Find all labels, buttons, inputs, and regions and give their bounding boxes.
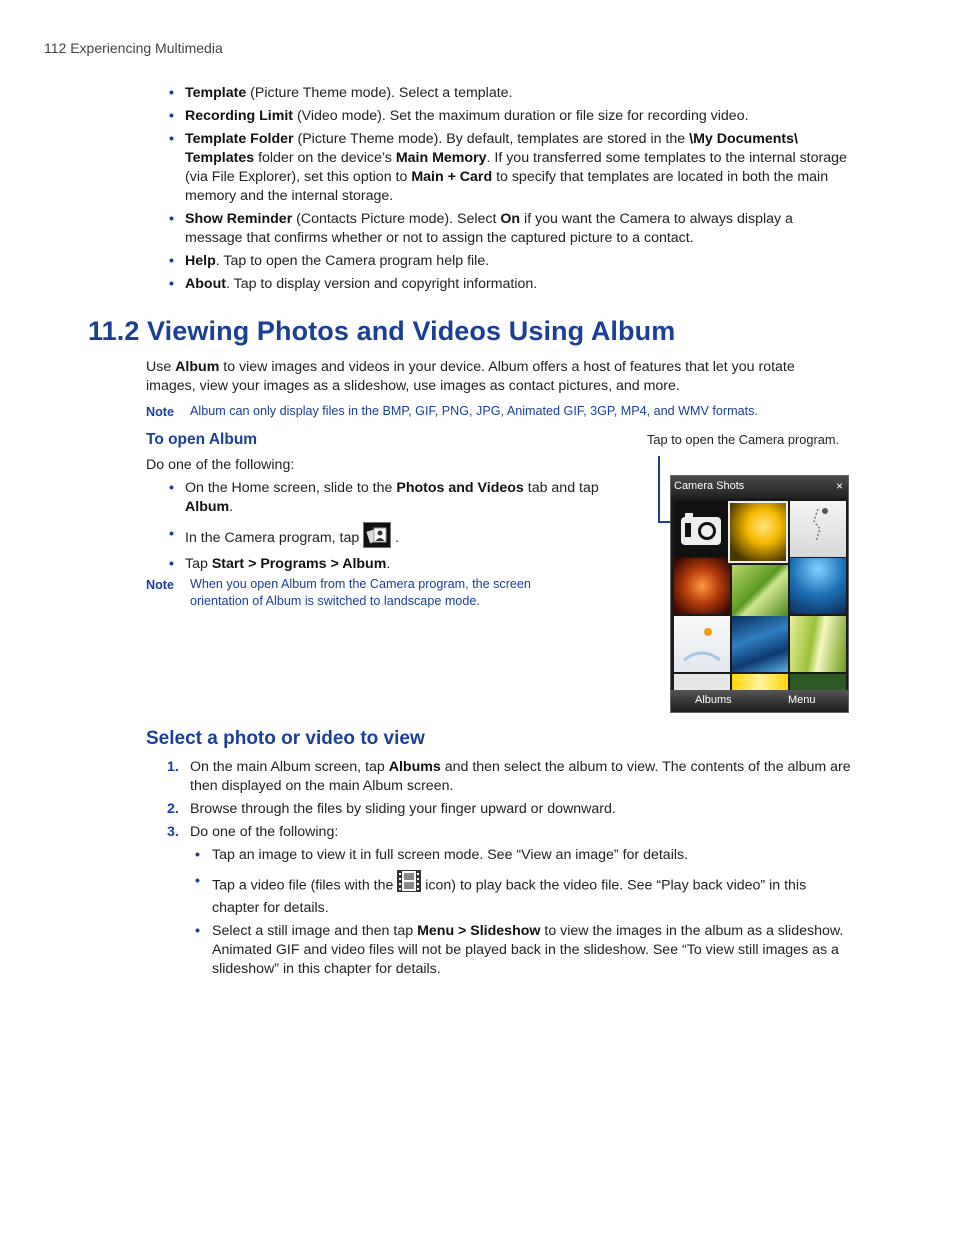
album-screenshot	[670, 475, 849, 713]
section-intro: Use Album to view images and videos in your device. Album offers a host of features that let you rotate images, view your images as a slideshow, use images as contact pictures, and more.	[146, 359, 795, 394]
album-icon	[363, 522, 391, 548]
photo-thumbnail[interactable]	[674, 616, 730, 672]
video-file-icon	[397, 870, 421, 898]
callout-line	[658, 456, 660, 523]
list-item: • Tap an image to view it in full screen mode. See “View an image” for details.	[190, 846, 857, 865]
camera-button[interactable]	[674, 501, 730, 557]
open-album-lead: Do one of the following:	[146, 457, 295, 473]
softkey-bar	[671, 690, 848, 712]
list-item: 2. Browse through the files by sliding your finger upward or downward.	[167, 800, 616, 817]
open-album-list	[168, 479, 613, 578]
list-item: • Tap Start > Programs > Album.	[168, 555, 613, 574]
list-item: • Help. Tap to open the Camera program help file.	[168, 252, 848, 271]
photo-thumbnail[interactable]	[790, 501, 846, 557]
photo-thumbnail[interactable]	[732, 565, 788, 621]
screen-title: Camera Shots	[674, 480, 745, 492]
albums-softkey[interactable]: Albums	[695, 694, 732, 706]
list-item: 3. Do one of the following: • Tap an image to view it in full screen mode. See “View an image” for details. • Tap a video file (files with the icon) to play back the video file. See “Play back video” in this chapter for details. • Select a still image and then tap Menu > Slideshow to view the images in the album as a slideshow. Animated GIF and video files will not be played back in the slideshow. See “To view still images as a slideshow” in this chapter for details.	[167, 823, 857, 979]
camera-options-list	[168, 84, 848, 298]
screen-title-bar	[671, 476, 848, 498]
note-label: Note	[146, 578, 174, 592]
list-item: • On the Home screen, slide to the Photos and Videos tab and tap Album.	[168, 479, 613, 517]
note-label: Note	[146, 405, 174, 419]
menu-softkey[interactable]: Menu	[788, 694, 816, 706]
section-title: 11.2 Viewing Photos and Videos Using Album	[88, 316, 676, 346]
photo-thumbnail[interactable]	[674, 558, 730, 614]
note-text: When you open Album from the Camera program, the screen orientation of Album is switched to landscape mode.	[190, 577, 531, 608]
list-item: • Select a still image and then tap Menu > Slideshow to view the images in the album as a slideshow. Animated GIF and video files will not be played back in the slideshow. See “To view still images as a slideshow” in this chapter for details.	[190, 922, 857, 978]
running-head: 112 Experiencing Multimedia	[44, 40, 223, 56]
list-item: 1. On the main Album screen, tap Albums and then select the album to view. The contents of the album are then displayed on the main Album screen.	[167, 759, 851, 794]
open-album-heading: To open Album	[146, 431, 258, 448]
note-text: Album can only display files in the BMP, GIF, PNG, JPG, Animated GIF, 3GP, MP4, and WMV formats.	[190, 404, 758, 418]
photo-thumbnail[interactable]	[790, 616, 846, 672]
step3-options	[190, 846, 857, 979]
list-item: • Template Folder (Picture Theme mode). By default, templates are stored in the \My Documents\ Templates folder on the device’s Main Memory. If you transferred some templates to the internal storage (via File Explorer), set this option to Main + Card to specify that templates are located in both the main memory and the internal storage.	[168, 130, 848, 205]
close-icon[interactable]: ×	[835, 479, 843, 493]
select-steps	[167, 758, 857, 983]
note-format	[146, 403, 758, 421]
list-item: • About. Tap to display version and copyright information.	[168, 275, 848, 294]
photo-thumbnail[interactable]	[732, 616, 788, 672]
figure-callout: Tap to open the Camera program.	[647, 432, 840, 447]
note-landscape	[146, 576, 531, 608]
list-item: • Tap a video file (files with the icon) to play back the video file. See “Play back video” in this chapter for details.	[190, 872, 857, 919]
photo-thumbnail[interactable]	[728, 501, 788, 563]
list-item: • Template (Picture Theme mode). Select a template.	[168, 84, 848, 103]
list-item: • Show Reminder (Contacts Picture mode). Select On if you want the Camera to always display a message that confirms whether or not to assign the captured picture to a contact.	[168, 210, 848, 248]
list-item: • Recording Limit (Video mode). Set the maximum duration or file size for recording video.	[168, 107, 848, 126]
list-item: • In the Camera program, tap .	[168, 525, 613, 551]
photo-thumbnail[interactable]	[790, 558, 846, 614]
select-heading: Select a photo or video to view	[146, 728, 425, 749]
